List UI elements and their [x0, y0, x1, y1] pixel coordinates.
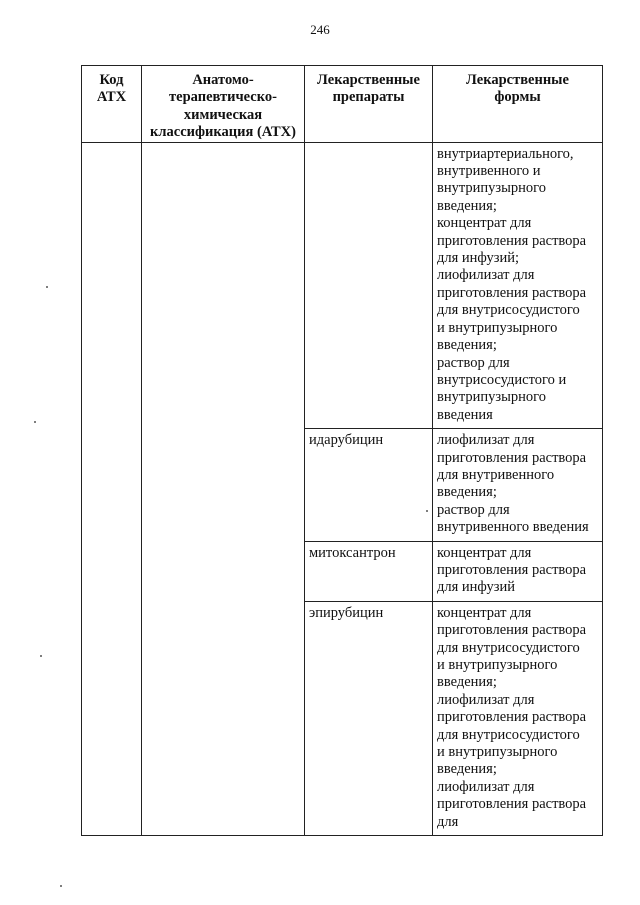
- forms-line: внутриартериального,: [437, 145, 574, 162]
- cell-forms: [433, 142, 603, 429]
- header-drugs-text: Лекарственные препараты: [317, 72, 420, 106]
- forms-line: для внутрисосудистого: [437, 639, 580, 656]
- scan-speck: [46, 286, 48, 288]
- forms-line: введения;: [437, 337, 497, 354]
- cell-classification: [142, 142, 305, 835]
- scan-speck: [426, 510, 428, 512]
- forms-line: для внутривенного: [437, 466, 555, 483]
- forms-line: внутривенного и: [437, 163, 541, 180]
- cell-forms: [433, 429, 603, 541]
- forms-line: введения;: [437, 674, 497, 691]
- cell-forms: [433, 601, 603, 835]
- forms-line: раствор для: [437, 501, 510, 518]
- cell-code: [82, 142, 142, 835]
- header-forms: [433, 66, 603, 143]
- forms-line: приготовления раствора: [437, 232, 587, 249]
- cell-drug: идарубицин: [305, 429, 433, 541]
- forms-line: для: [437, 813, 459, 830]
- forms-line: введения;: [437, 761, 497, 778]
- table-row: [82, 142, 603, 429]
- header-classification: [142, 66, 305, 143]
- cell-drug: митоксантрон: [305, 541, 433, 601]
- header-code: [82, 66, 142, 143]
- forms-line: лиофилизат для: [437, 778, 535, 795]
- forms-line: лиофилизат для: [437, 432, 535, 449]
- cell-forms: [433, 541, 603, 601]
- forms-line: раствор для: [437, 354, 510, 371]
- forms-line: приготовления раствора: [437, 796, 587, 813]
- header-code-text: Код АТХ: [96, 72, 127, 106]
- forms-line: для внутрисосудистого: [437, 302, 580, 319]
- forms-line: приготовления раствора: [437, 284, 587, 301]
- forms-line: для внутрисосудистого: [437, 726, 580, 743]
- forms-line: введения: [437, 406, 493, 423]
- forms-line: для инфузий;: [437, 250, 519, 267]
- header-drugs: [305, 66, 433, 143]
- forms-line: и внутрипузырного: [437, 657, 558, 673]
- cell-drug: [305, 142, 433, 429]
- forms-line: и внутрипузырного: [437, 744, 558, 761]
- scan-speck: [34, 421, 36, 423]
- header-classification-text: Анатомо- терапевтическо- химическая классификация (АТХ): [150, 72, 296, 141]
- forms-line: приготовления раствора: [437, 709, 587, 726]
- atx-table: [81, 65, 603, 836]
- forms-line: внутрипузырного: [437, 389, 546, 406]
- forms-line: концентрат для: [437, 604, 532, 621]
- forms-line: введения;: [437, 484, 497, 501]
- forms-line: приготовления раствора: [437, 622, 587, 639]
- forms-line: лиофилизат для: [437, 691, 535, 708]
- forms-line: внутрипузырного: [437, 180, 546, 197]
- forms-line: для инфузий: [437, 579, 515, 596]
- forms-line: концентрат для: [437, 215, 532, 232]
- scan-speck: [60, 885, 62, 887]
- header-forms-text: Лекарственные формы: [466, 72, 569, 106]
- table-header-row: [82, 66, 603, 143]
- forms-line: концентрат для: [437, 544, 532, 561]
- forms-line: приготовления раствора: [437, 561, 587, 578]
- forms-line: внутривенного введения: [437, 519, 589, 536]
- scan-speck: [40, 655, 42, 657]
- forms-line: и внутрипузырного: [437, 319, 558, 336]
- cell-drug: эпирубицин: [305, 601, 433, 835]
- forms-line: введения;: [437, 197, 497, 214]
- forms-line: приготовления раствора: [437, 449, 587, 466]
- forms-line: внутрисосудистого и: [437, 371, 567, 388]
- forms-line: лиофилизат для: [437, 267, 535, 284]
- page-number: 246: [310, 22, 330, 37]
